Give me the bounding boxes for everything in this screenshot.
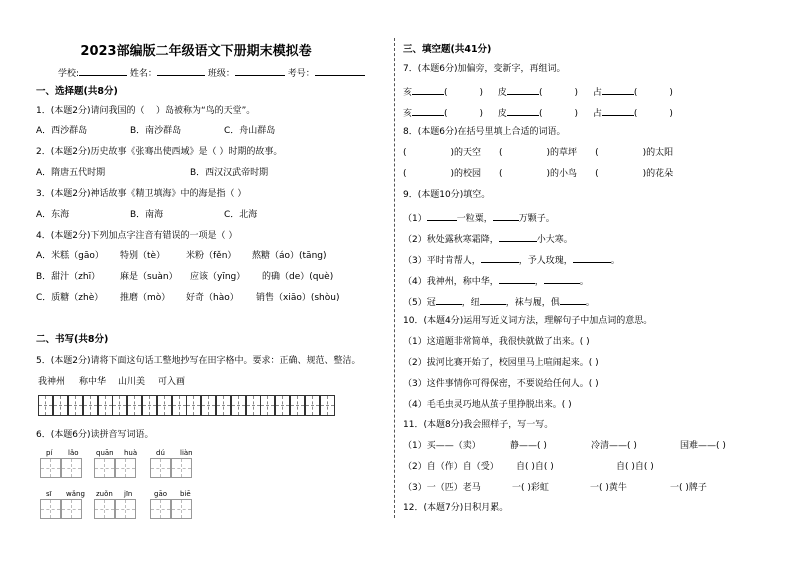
writing-cell[interactable] bbox=[201, 395, 216, 416]
q4-a-3: 米粉（fěn） bbox=[186, 251, 237, 261]
answer-cell[interactable] bbox=[171, 499, 192, 519]
q9-line: （4）我神州，称中华， ， 。 bbox=[403, 274, 589, 288]
q7-row: 亥 ( ) 皮 ( ) 占 ( ) bbox=[403, 85, 673, 99]
answer-cell[interactable] bbox=[40, 499, 61, 519]
q2-option-b[interactable]: B．西汉汉武帝时期 bbox=[190, 168, 269, 178]
answer-cell[interactable] bbox=[150, 458, 171, 478]
page-title: 2023部编版二年级语文下册期末模拟卷 bbox=[80, 44, 312, 59]
school-field[interactable] bbox=[79, 66, 127, 76]
q1-stem: 1．(本题2分)请问我国的（ ）岛被称为“鸟的天堂”。 bbox=[36, 106, 256, 116]
q6-pinyin: gāo bbox=[154, 490, 168, 498]
q9-line: （2）秋处露秋寒霜降， 小大寒。 bbox=[403, 232, 573, 246]
q4-c-1[interactable]: C．质糖（zhè） bbox=[36, 293, 104, 303]
q4-c-4: 销售（xiāo）(shòu) bbox=[256, 293, 340, 303]
q11-item: （3）一（匹）老马 bbox=[403, 483, 481, 493]
q5-sentence-part: 可入画 bbox=[158, 377, 186, 387]
q6-stem: 6．(本题6分)读拼音写词语。 bbox=[36, 430, 154, 440]
q6-answer-grid[interactable] bbox=[94, 499, 136, 519]
q9-stem: 9．(本题10分)填空。 bbox=[403, 190, 491, 200]
q7-blank[interactable] bbox=[412, 85, 444, 95]
writing-cell[interactable] bbox=[320, 395, 335, 416]
q11-item[interactable]: 一( )牌子 bbox=[670, 483, 707, 493]
q9-blank[interactable] bbox=[436, 295, 462, 305]
q6-pinyin: wǎng bbox=[66, 490, 85, 498]
q11-item[interactable]: 自( )自( ) bbox=[516, 462, 554, 472]
q4-b-2: 麻是（suàn） bbox=[120, 272, 178, 282]
q6-answer-grid[interactable] bbox=[150, 458, 192, 478]
q4-stem: 4．(本题2分)下列加点字注音有错误的一项是（ ） bbox=[36, 231, 238, 241]
q8-row: ( )的校园 ( )的小鸟 ( )的花朵 bbox=[403, 169, 674, 179]
q11-item[interactable]: 一( )黄牛 bbox=[590, 483, 627, 493]
writing-cell[interactable] bbox=[83, 395, 98, 416]
q11-item: （1）买——（卖） bbox=[403, 441, 481, 451]
q1-option-c[interactable]: C．舟山群岛 bbox=[224, 126, 276, 136]
exam-no-field[interactable] bbox=[315, 66, 365, 76]
writing-cell[interactable] bbox=[246, 395, 261, 416]
q9-line: （1） 一粒粟， 万颗子。 bbox=[403, 211, 555, 225]
q4-a-1[interactable]: A．米糕（gāo） bbox=[36, 251, 104, 261]
q5-writing-grid-group[interactable] bbox=[38, 395, 113, 416]
q3-option-c[interactable]: C．北海 bbox=[224, 210, 258, 220]
q11-item[interactable]: 静——( ) bbox=[510, 441, 547, 451]
class-field[interactable] bbox=[235, 66, 285, 76]
writing-cell[interactable] bbox=[127, 395, 142, 416]
q7-blank[interactable] bbox=[602, 85, 634, 95]
q4-b-3: 应该（yīng） bbox=[190, 272, 246, 282]
writing-cell[interactable] bbox=[260, 395, 275, 416]
q8-row: ( )的天空 ( )的草坪 ( )的太阳 bbox=[403, 148, 674, 158]
name-field[interactable] bbox=[157, 66, 205, 76]
q7-blank[interactable] bbox=[507, 106, 539, 116]
writing-cell[interactable] bbox=[186, 395, 201, 416]
student-info-line bbox=[58, 66, 365, 80]
q4-b-4: 的确（de）(què) bbox=[262, 272, 334, 282]
answer-cell[interactable] bbox=[94, 458, 115, 478]
q6-answer-grid[interactable] bbox=[40, 458, 82, 478]
q6-pinyin: sī bbox=[46, 490, 52, 498]
q6-answer-grid[interactable] bbox=[40, 499, 82, 519]
q9-blank[interactable] bbox=[544, 274, 580, 284]
q11-item[interactable]: 一( )彩虹 bbox=[512, 483, 549, 493]
name-label: 姓名： bbox=[129, 69, 157, 79]
q4-a-4: 熬糖（áo）(tāng) bbox=[252, 251, 327, 261]
q6-pinyin: biē bbox=[180, 490, 191, 498]
q10-line[interactable]: （4）毛毛虫灵巧地从茧子里挣脱出来。( ) bbox=[403, 400, 572, 410]
exam-no-label: 考号： bbox=[287, 69, 315, 79]
q5-writing-grid-group[interactable] bbox=[260, 395, 335, 416]
class-label: 班级： bbox=[207, 69, 235, 79]
q6-answer-grid[interactable] bbox=[94, 458, 136, 478]
q9-blank[interactable] bbox=[573, 253, 611, 263]
q7-stem: 7．(本题6分)加偏旁，变新字，再组词。 bbox=[403, 64, 566, 74]
q9-blank[interactable] bbox=[480, 295, 506, 305]
q5-writing-grid-group[interactable] bbox=[112, 395, 187, 416]
q5-writing-grid-group[interactable] bbox=[186, 395, 261, 416]
q4-a-2: 特别（tè） bbox=[120, 251, 166, 261]
answer-cell[interactable] bbox=[171, 458, 192, 478]
q9-blank[interactable] bbox=[493, 211, 519, 221]
q6-pinyin: zuǒn bbox=[96, 490, 113, 498]
q8-stem: 8．(本题6分)在括号里填上合适的词语。 bbox=[403, 127, 566, 137]
q11-item[interactable]: 自( )自( ) bbox=[616, 462, 654, 472]
q7-blank[interactable] bbox=[602, 106, 634, 116]
q9-blank[interactable] bbox=[560, 295, 586, 305]
q9-blank[interactable] bbox=[499, 232, 537, 242]
writing-cell[interactable] bbox=[231, 395, 246, 416]
q5-sentence-part: 称中华 bbox=[79, 377, 107, 387]
q2-option-a[interactable]: A．隋唐五代时期 bbox=[36, 168, 106, 178]
q6-pinyin: lǎo bbox=[68, 449, 79, 457]
q4-c-3: 好奇（hào） bbox=[186, 293, 239, 303]
writing-cell[interactable] bbox=[68, 395, 83, 416]
writing-cell[interactable] bbox=[98, 395, 113, 416]
writing-cell[interactable] bbox=[157, 395, 172, 416]
q1-option-a[interactable]: A．西沙群岛 bbox=[36, 126, 88, 136]
q5-sentence-part: 山川美 bbox=[118, 377, 146, 387]
q4-c-2: 推磨（mò） bbox=[120, 293, 171, 303]
q9-blank[interactable] bbox=[427, 211, 457, 221]
answer-cell[interactable] bbox=[94, 499, 115, 519]
q9-blank[interactable] bbox=[481, 253, 519, 263]
q11-item[interactable]: 国难——( ) bbox=[680, 441, 726, 451]
writing-cell[interactable] bbox=[305, 395, 320, 416]
writing-cell[interactable] bbox=[172, 395, 187, 416]
school-label: 学校: bbox=[58, 69, 80, 79]
q10-stem: 10．(本题4分)运用写近义词方法，理解句子中加点词的意思。 bbox=[403, 316, 653, 326]
writing-cell[interactable] bbox=[38, 395, 53, 416]
q9-blank[interactable] bbox=[499, 274, 535, 284]
q11-stem: 11．(本题8分)我会照样子，写一写。 bbox=[403, 420, 554, 430]
q3-stem: 3．(本题2分)神话故事《精卫填海》中的海是指（ ） bbox=[36, 189, 247, 199]
q10-line[interactable]: （1）这道题非常简单，我很快就做了出来。( ) bbox=[403, 337, 590, 347]
q6-pinyin: quān bbox=[96, 449, 114, 457]
answer-cell[interactable] bbox=[61, 499, 82, 519]
writing-cell[interactable] bbox=[142, 395, 157, 416]
section3-title: 三、填空题(共41分) bbox=[403, 44, 492, 55]
section1-title: 一、选择题(共8分) bbox=[36, 86, 118, 97]
q11-item[interactable]: 冷清——( ) bbox=[591, 441, 637, 451]
q6-pinyin: pí bbox=[46, 449, 53, 457]
q5-stem: 5．(本题2分)请将下面这句话工整地抄写在田字格中。要求：正确、规范、整洁。 bbox=[36, 356, 361, 366]
section2-title: 二、书写(共8分) bbox=[36, 334, 109, 345]
q10-line[interactable]: （3）这件事情你可得保密，不要说给任何人。( ) bbox=[403, 379, 599, 389]
answer-cell[interactable] bbox=[61, 458, 82, 478]
q7-blank[interactable] bbox=[507, 85, 539, 95]
answer-cell[interactable] bbox=[115, 499, 136, 519]
writing-cell[interactable] bbox=[275, 395, 290, 416]
writing-cell[interactable] bbox=[290, 395, 305, 416]
q1-option-b[interactable]: B．南沙群岛 bbox=[130, 126, 182, 136]
q4-b-1[interactable]: B．甜汁（zhī） bbox=[36, 272, 101, 282]
q7-row: 亥 ( ) 皮 ( ) 占 ( ) bbox=[403, 106, 673, 120]
q10-line[interactable]: （2）拔河比赛开始了，校园里马上喧闹起来。( ) bbox=[403, 358, 599, 368]
q9-line: （3）平时肯帮人， ，予人玫瑰， 。 bbox=[403, 253, 620, 267]
column-divider bbox=[394, 38, 395, 518]
q2-stem: 2．(本题2分)历史故事《张骞出使西域》是（ ）时期的故事。 bbox=[36, 147, 283, 157]
q11-item: （2）自（作）自（受） bbox=[403, 462, 499, 472]
answer-cell[interactable] bbox=[40, 458, 61, 478]
q5-sentence-part: 我神州 bbox=[38, 377, 66, 387]
q3-option-b[interactable]: B．南海 bbox=[130, 210, 164, 220]
writing-cell[interactable] bbox=[112, 395, 127, 416]
q6-pinyin: huà bbox=[124, 449, 138, 457]
q6-pinyin: jīn bbox=[124, 490, 133, 498]
answer-cell[interactable] bbox=[115, 458, 136, 478]
answer-cell[interactable] bbox=[150, 499, 171, 519]
q12-stem: 12．(本题7分)日积月累。 bbox=[403, 503, 509, 513]
q3-option-a[interactable]: A．东海 bbox=[36, 210, 70, 220]
q7-blank[interactable] bbox=[412, 106, 444, 116]
q6-pinyin: liàn bbox=[180, 449, 193, 457]
writing-cell[interactable] bbox=[216, 395, 231, 416]
q9-line: （5）冠 ，纽 ，袜与履，俱 。 bbox=[403, 295, 595, 309]
q6-pinyin: dú bbox=[156, 449, 165, 457]
q6-answer-grid[interactable] bbox=[150, 499, 192, 519]
writing-cell[interactable] bbox=[53, 395, 68, 416]
